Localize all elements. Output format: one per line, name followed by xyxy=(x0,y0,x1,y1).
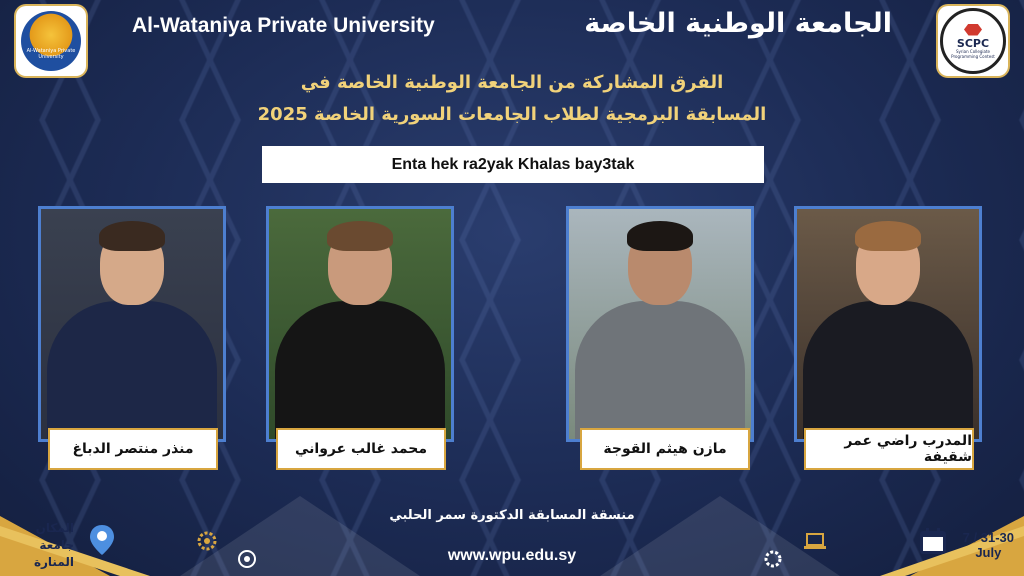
heading-line-2: المسابقة البرمجية لطلاب الجامعات السورية الخاصة 2025 xyxy=(257,104,767,125)
wpu-logo-text: Al-Wataniya Private University xyxy=(26,48,76,60)
coordinator-text: منسقة المسابقة الدكتورة سمر الحلبي xyxy=(389,508,635,523)
member-photo-2 xyxy=(266,206,454,442)
calendar-icon xyxy=(918,526,948,556)
member-photo-3 xyxy=(566,206,754,442)
university-title-english: Al-Wataniya Private University xyxy=(132,14,435,37)
heading-line-1: الفرق المشاركة من الجامعة الوطنية الخاصة في xyxy=(300,72,724,93)
hexagon-icon xyxy=(964,24,982,36)
member-photo-4 xyxy=(794,206,982,442)
member-name-3: مازن هيثم القوجة xyxy=(580,428,750,470)
venue-value: جامعة المنارة xyxy=(33,538,74,569)
team-name: Enta hek ra2yak Khalas bay3tak xyxy=(262,146,764,183)
member-name-4: المدرب راضي عمر شقيفة xyxy=(804,428,974,470)
date-days: 7 / 31-30 xyxy=(962,530,1014,545)
wpu-logo xyxy=(16,6,86,76)
venue-label: المكان xyxy=(35,521,74,535)
date-month: July xyxy=(975,545,1002,560)
scpc-logo xyxy=(938,6,1008,76)
member-name-2: محمد غالب عرواني xyxy=(276,428,446,470)
member-name-1: منذر منتصر الدباغ xyxy=(48,428,218,470)
scpc-full-name: Syrian Collegiate Programming Contest xyxy=(951,48,995,59)
scpc-abbr: SCPC xyxy=(956,36,990,50)
member-photo-1 xyxy=(38,206,226,442)
website-link[interactable]: www.wpu.edu.sy xyxy=(447,547,577,564)
university-title-arabic: الجامعة الوطنية الخاصة xyxy=(584,8,892,39)
event-date xyxy=(963,530,1014,560)
